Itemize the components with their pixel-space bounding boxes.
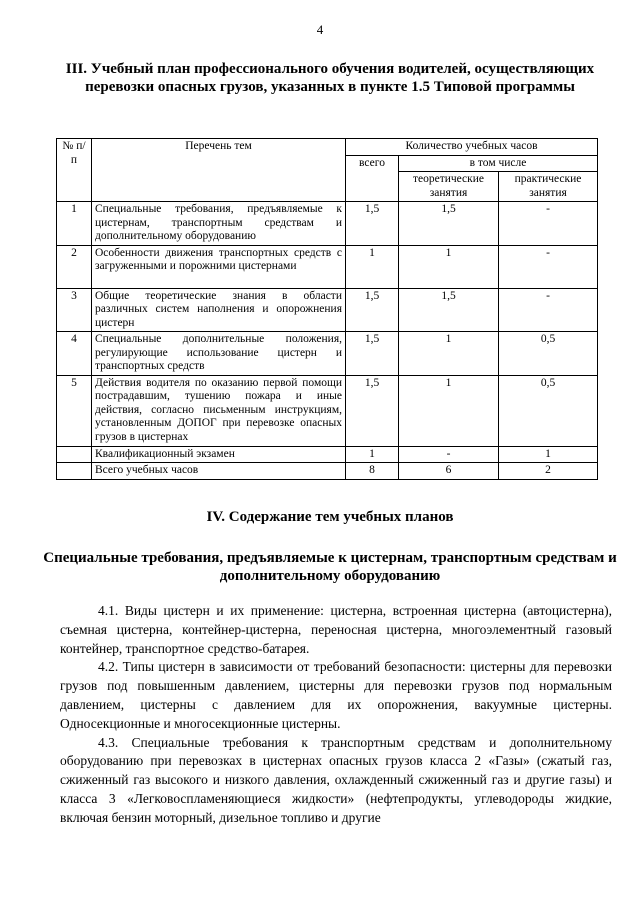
header-total: всего [346, 155, 399, 202]
table-row [57, 332, 598, 376]
row-topic: Особенности движения транспортных средств с загруженными и порожними цистернами [92, 245, 346, 288]
table-row [57, 375, 598, 446]
row-theory: 1,5 [399, 288, 499, 332]
header-including: в том числе [399, 155, 598, 172]
row-theory: 1 [399, 375, 499, 446]
row-topic: Действия водителя по оказанию первой помощи пострадавшим, тушению пожара и иные действия, согласно письменным инструкциям, установленным ДОПОГ при перевозке опасных грузов в цистернах [92, 375, 346, 446]
exam-label: Квалификационный экзамен [92, 446, 346, 463]
row-practice: 0,5 [499, 332, 598, 376]
header-num: № п/п [57, 139, 92, 202]
row-total: 1,5 [346, 202, 399, 246]
row-practice: - [499, 288, 598, 332]
page-number: 4 [316, 22, 324, 37]
row-practice: 0,5 [499, 375, 598, 446]
header-practice: практические занятия [499, 172, 598, 202]
exam-practice: 1 [499, 446, 598, 463]
exam-total: 1 [346, 446, 399, 463]
row-practice: - [499, 202, 598, 246]
topic-heading: Специальные требования, предъявляемые к цистернам, транспортным средствам и дополнительному оборудованию [43, 550, 617, 584]
row-num: 3 [57, 288, 92, 332]
practice-total: 2 [499, 463, 598, 480]
header-hours: Количество учебных часов [346, 139, 598, 156]
theory-total: 6 [399, 463, 499, 480]
row-num: 5 [57, 375, 92, 446]
row-theory: 1 [399, 332, 499, 376]
curriculum-table [56, 138, 598, 480]
row-num: 4 [57, 332, 92, 376]
header-topics: Перечень тем [92, 139, 346, 202]
row-total: 1,5 [346, 332, 399, 376]
table-row [57, 202, 598, 246]
row-topic: Специальные дополнительные положения, регулирующие использование цистерн и транспортных средств [92, 332, 346, 376]
row-topic: Специальные требования, предъявляемые к цистернам, транспортным средствам и дополнительному оборудованию [92, 202, 346, 246]
exam-theory: - [399, 446, 499, 463]
table-row [57, 288, 598, 332]
section-4-title: IV. Содержание тем учебных планов [206, 509, 454, 525]
row-topic: Общие теоретические знания в области различных систем наполнения и опорожнения цистерн [92, 288, 346, 332]
row-num: 1 [57, 202, 92, 246]
row-total: 1,5 [346, 288, 399, 332]
paragraph-4-2: 4.2. Типы цистерн в зависимости от требований безопасности: цистерны для перевозки грузов под повышенным давлением, цистерны для перевозки грузов под нормальным давлением, цистерны с давлением для их опорожнения, вакуумные цистерны. Односекционные и многосекционные цистерны. [60, 659, 612, 731]
exam-row [57, 446, 598, 463]
body-text [60, 602, 612, 828]
header-theory: теоретические занятия [399, 172, 499, 202]
row-theory: 1 [399, 245, 499, 288]
grand-total: 8 [346, 463, 399, 480]
row-theory: 1,5 [399, 202, 499, 246]
row-num: 2 [57, 245, 92, 288]
total-label: Всего учебных часов [92, 463, 346, 480]
row-practice: - [499, 245, 598, 288]
section-3-title: III. Учебный план профессионального обучения водителей, осуществляющих перевозки опасных грузов, указанных в пункте 1.5 Типовой программы [65, 61, 595, 95]
paragraph-4-1: 4.1. Виды цистерн и их применение: цистерна, встроенная цистерна (автоцистерна), съемная цистерна, контейнер-цистерна, переносная цистерна, многоэлементный газовый контейнер, транспортное средство-батарея. [60, 603, 612, 656]
table-row [57, 245, 598, 288]
row-total: 1 [346, 245, 399, 288]
row-total: 1,5 [346, 375, 399, 446]
total-row [57, 463, 598, 480]
table-header-row [57, 139, 598, 156]
paragraph-4-3: 4.3. Специальные требования к транспортным средствам и дополнительному оборудованию при перевозках в цистернах опасных грузов класса 2 «Газы» (сжатый газ, сжиженный газ высокого и низкого давления, охлажденный сжиженный газ и другие газы) и класса 3 «Легковоспламеняющиеся жидкости» (нефтепродукты, углеводороды жидкие, включая бензин моторный, дизельное топливо и другие [60, 734, 612, 825]
